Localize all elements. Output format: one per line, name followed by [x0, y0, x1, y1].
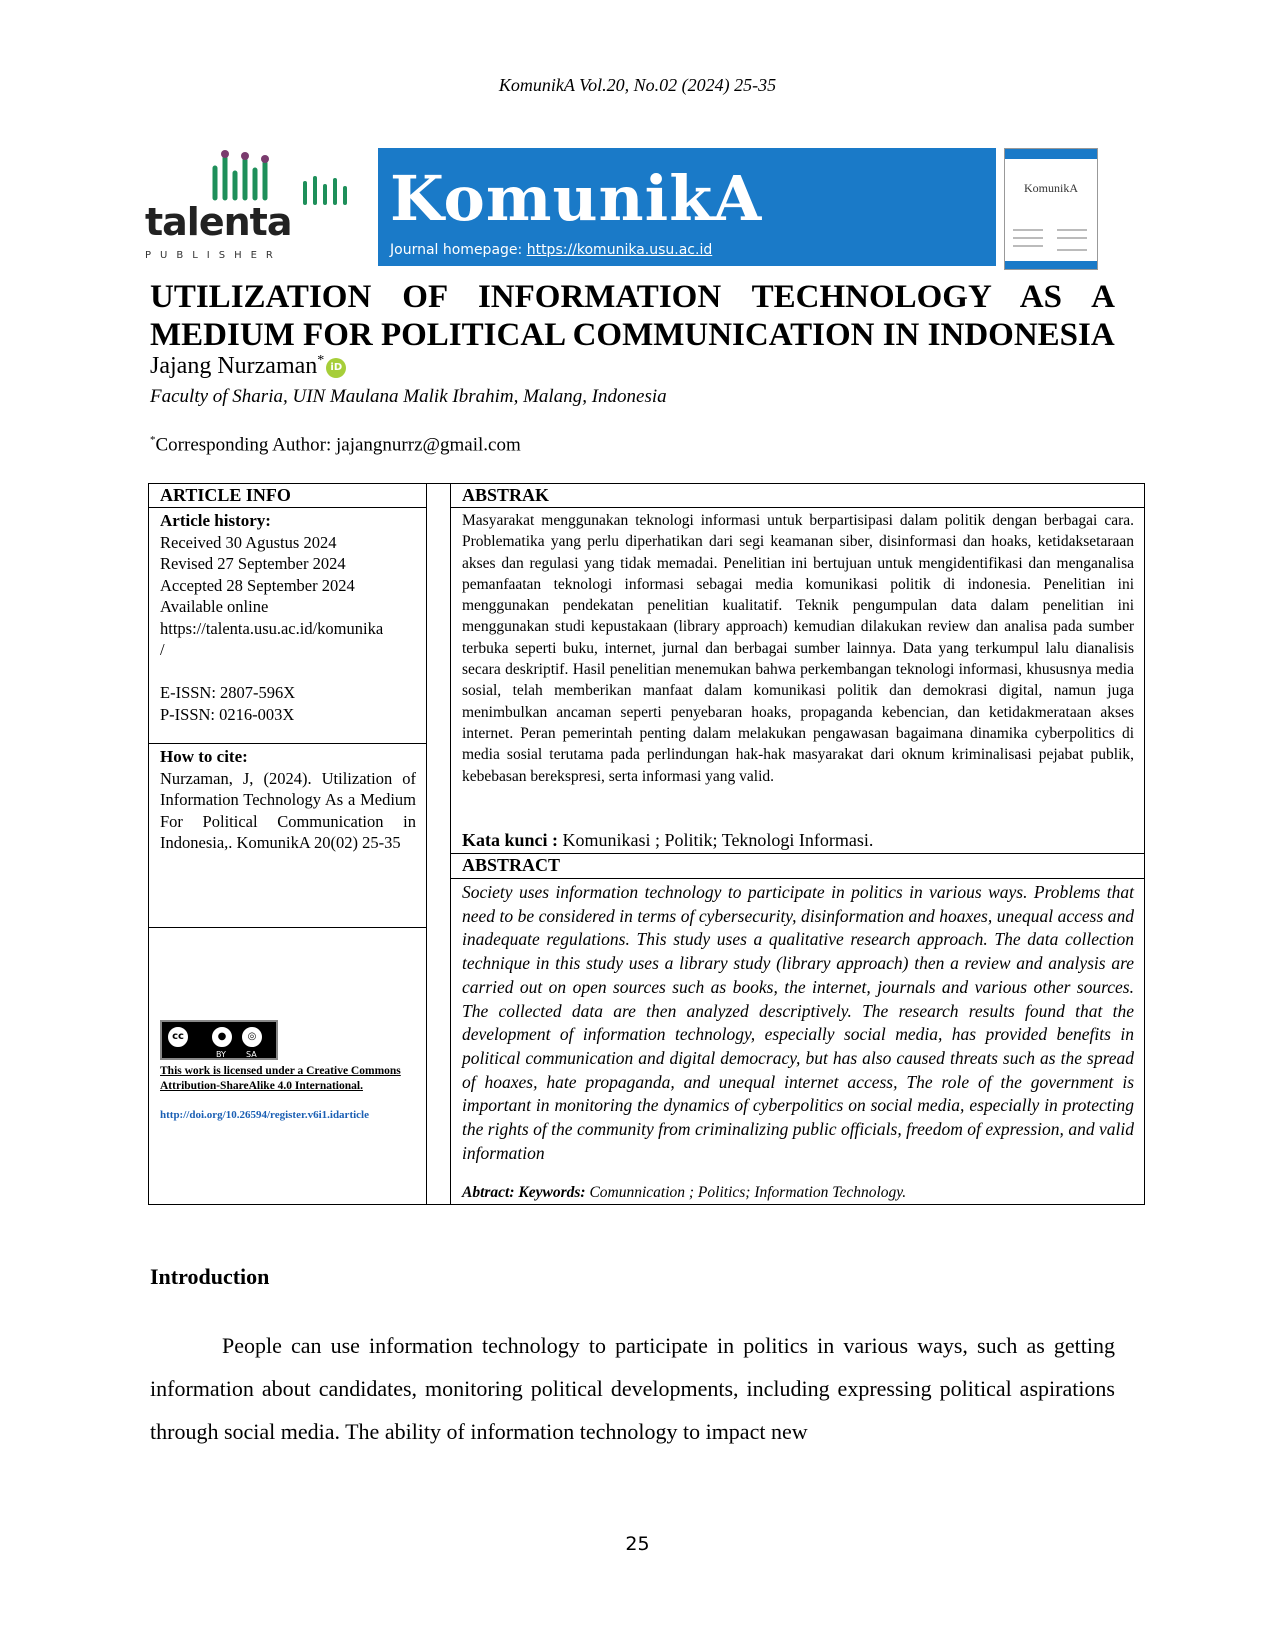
corresponding-mark: *: [150, 434, 156, 446]
introduction-heading: Introduction: [150, 1264, 270, 1289]
author-name: Jajang Nurzaman: [150, 353, 318, 379]
publisher-logo-text: talenta: [145, 200, 292, 244]
received-date: Received 30 Agustus 2024: [160, 532, 337, 552]
spacer: [160, 661, 420, 683]
cover-top-strip: [1005, 149, 1097, 159]
divider: [450, 853, 1145, 854]
publisher-logo: [145, 148, 360, 268]
author-line: [150, 353, 346, 380]
eissn: E-ISSN: 2807-596X: [160, 683, 296, 702]
article-url-tail: /: [160, 640, 165, 659]
pissn: P-ISSN: 0216-003X: [160, 704, 295, 724]
article-history: [160, 510, 420, 725]
homepage-label: Journal homepage:: [390, 242, 527, 258]
publisher-logo-waves-icon: [145, 148, 360, 208]
divider: [450, 507, 1145, 508]
cover-line: [1057, 229, 1087, 231]
abstract-keywords-value: Comunnication ; Politics; Information Technology.: [589, 1184, 907, 1201]
abstract-header: ABSTRACT: [462, 855, 561, 875]
divider: [148, 507, 427, 508]
license-text[interactable]: This work is licensed under a Creative Commons Attribution-ShareAlike 4.0 International.: [160, 1065, 401, 1092]
article-url[interactable]: https://talenta.usu.ac.id/komunika: [160, 618, 384, 638]
cover-line: [1013, 245, 1043, 247]
cover-bottom-strip: [1005, 261, 1097, 269]
journal-banner: [378, 148, 996, 266]
author-affiliation: Faculty of Sharia, UIN Maulana Malik Ibrahim, Malang, Indonesia: [150, 386, 667, 407]
doi-link[interactable]: http://doi.org/10.26594/register.v6i1.idarticle: [160, 1109, 369, 1121]
cover-line: [1057, 249, 1087, 251]
abstrak-header: ABSTRAK: [462, 485, 550, 505]
homepage-link[interactable]: https://komunika.usu.ac.id: [526, 242, 713, 258]
publisher-logo-subtext: PUBLISHER: [145, 250, 282, 261]
divider: [148, 927, 427, 928]
revised-date: Revised 27 September 2024: [160, 554, 346, 573]
abstract-keywords-label: Abtract: Keywords:: [462, 1184, 590, 1201]
orcid-icon[interactable]: iD: [326, 358, 346, 378]
how-to-cite: [160, 746, 416, 854]
cc-sa-label: SA: [246, 1050, 257, 1059]
cover-line: [1013, 237, 1043, 239]
sa-icon: ◎: [240, 1025, 264, 1049]
article-info-header: ARTICLE INFO: [160, 485, 291, 505]
by-icon: ●: [210, 1025, 234, 1049]
journal-title: KomunikA: [390, 162, 763, 235]
article-title: [150, 278, 1115, 354]
abstrak-keywords-label: Kata kunci :: [462, 830, 563, 850]
cover-line: [1013, 229, 1043, 231]
article-title-line1: UTILIZATION OF INFORMATION TECHNOLOGY AS A: [150, 279, 1115, 315]
abstrak-keywords-value: Komunikasi ; Politik; Teknologi Informasi.: [562, 830, 874, 850]
abstrak-text: Masyarakat menggunakan teknologi informasi untuk berpartisipasi dalam politik dengan berbagai cara. Problematika yang perlu diperhatikan dari segi keamanan siber, disinformasi dan hoaks, ketidaksetaraan akses dan regulasi yang tidak memadai. Penelitian ini bertujuan untuk mengidentifikasi dan menganalisa pemanfaatan teknologi informasi sebagai media komunikasi politik di indonesia. Penelitian ini menggunakan pendekatan penelitian kualitatif. Teknik pengumpulan data dalam penelitian ini menggunakan studi kepustakaan (library approach) kemudian dilakukan review dan analisa pada sumber terbuka seperti buku, internet, jurnal dan berbagai sumber lainnya. Data yang terkumpul lalu dianalisis secara deskriptif. Hasil penelitian menemukan bahwa perkembangan teknologi informasi, khususnya media sosial, telah memberikan manfaat dalam komunikasi politik dan demokrasi digital, namun juga menimbulkan ancaman seperti penyebaran hoaks, propaganda kebencian, dan ketidakmerataan akses internet. Peran pemerintah penting dalam melakukan pengawasan bagaimana dinamika cyberpolitics di media sosial terutama pada perlindungan hak-hak masyarakat dari oknum kriminalisasi pejabat publik, kebebasan berekspresi, serta informasi yang valid.: [462, 512, 1134, 785]
cover-title: KomunikA: [1024, 181, 1078, 195]
how-to-cite-label: How to cite:: [160, 747, 248, 766]
divider: [148, 743, 427, 744]
journal-cover-thumbnail: [1004, 148, 1098, 270]
divider: [450, 878, 1145, 879]
article-history-label: Article history:: [160, 511, 271, 530]
article-title-line2: MEDIUM FOR POLITICAL COMMUNICATION IN INDONESIA: [150, 317, 1115, 353]
corresponding-author: [150, 434, 521, 456]
available-online: Available online: [160, 597, 269, 616]
table-spacer-column: [426, 483, 451, 1205]
journal-homepage: [390, 242, 712, 258]
cc-icon: cc: [166, 1025, 190, 1049]
abstract-keywords: [462, 1184, 1134, 1202]
abstrak-keywords: [462, 830, 1134, 851]
abstract-text: Society uses information technology to participate in politics in various ways. Problems that need to be considered in terms of cybersecurity, disinformation and hoaxes, unequal access and inadequate regulations. This study uses a qualitative research approach. The data collection technique in this study uses a library study (library approach) then a review and analysis are carried out on open sources such as books, the internet, journals and various other sources. The collected data are then analyzed descriptively. The research results found that the development of information technology, especially social media, has provided benefits in political communication and digital democracy, but has also caused threats such as the spread of hoaxes, hate propaganda, and unequal internet access, The role of the government is important in monitoring the dynamics of cyberpolitics on social media, especially in protecting the rights of the community from criminalizing public officials, freedom of expression, and valid information: [462, 882, 1134, 1163]
author-mark: *: [317, 353, 325, 368]
cc-by-label: BY: [216, 1050, 226, 1059]
introduction-paragraph: People can use information technology to participate in politics in various ways, such as getting information about candidates, monitoring political developments, including expressing political aspirations through social media. The ability of information technology to impact new: [150, 1333, 1115, 1444]
accepted-date: Accepted 28 September 2024: [160, 575, 355, 595]
page-number: 25: [625, 1533, 650, 1555]
running-header: KomunikA Vol.20, No.02 (2024) 25-35: [498, 75, 777, 95]
cc-by-sa-icon[interactable]: [160, 1020, 278, 1060]
corresponding-text: Corresponding Author: jajangnurrz@gmail.com: [155, 434, 521, 456]
cover-line: [1057, 237, 1087, 239]
citation-text: Nurzaman, J, (2024). Utilization of Information Technology As a Medium For Political Communication in Indonesia,. KomunikA 20(02) 25-35: [160, 768, 416, 852]
